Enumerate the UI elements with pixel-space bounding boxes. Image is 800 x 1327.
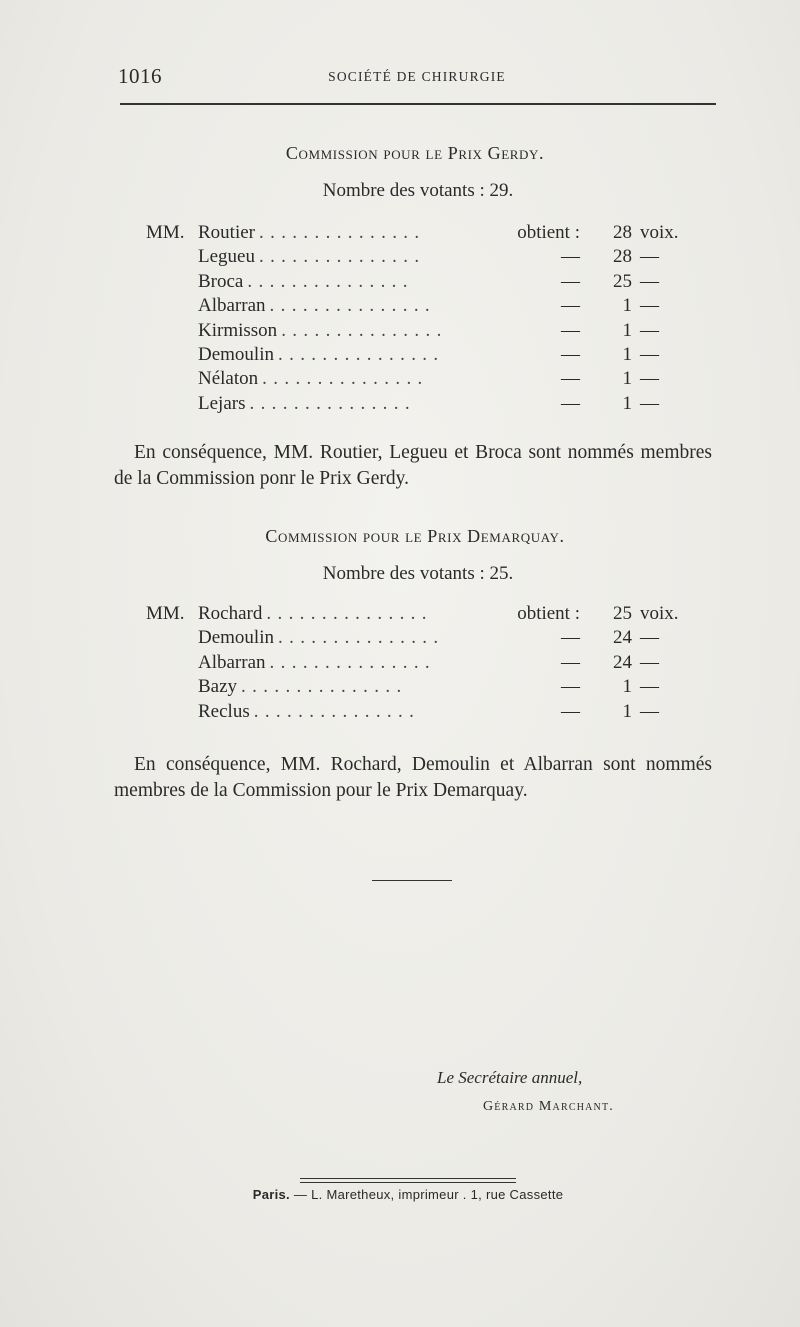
vote-row	[0, 627, 800, 651]
vote-verb: —	[561, 343, 580, 365]
vote-unit: —	[640, 651, 659, 673]
vote-unit: —	[640, 700, 659, 722]
vote-verb: —	[561, 651, 580, 673]
vote-verb: obtient :	[517, 603, 580, 624]
vote-verb: obtient :	[517, 222, 580, 243]
vote-row	[0, 222, 800, 246]
leader-dots: . . . . . . . . . . . . . . .	[253, 700, 415, 722]
leader-dots: . . . . . . . . . . . . . . .	[278, 343, 439, 365]
imprint-text: — L. Maretheux, imprimeur . 1, rue Cassette	[293, 1187, 564, 1202]
vote-row	[0, 603, 800, 627]
vote-count: 24	[613, 651, 632, 673]
imprint-city: Paris.	[252, 1187, 290, 1202]
vote-verb: —	[561, 295, 580, 317]
vote-row	[0, 271, 800, 295]
member-name: Reclus	[198, 700, 250, 722]
demarquay-voters-count: Nombre des votants : 25.	[322, 563, 514, 584]
section-divider	[372, 880, 452, 881]
imprint-rule	[300, 1178, 516, 1179]
vote-count: 1	[622, 700, 632, 722]
honorific-prefix: MM.	[146, 222, 185, 243]
member-name: Albarran	[198, 651, 266, 673]
gerdy-vote-table	[0, 222, 800, 417]
vote-count: 28	[613, 222, 632, 243]
member-name: Routier	[198, 222, 255, 243]
gerdy-voters-count: Nombre des votants : 29.	[322, 180, 514, 201]
imprint-rule-thin	[300, 1182, 516, 1183]
vote-row	[0, 368, 800, 392]
secretary-name: Gérard Marchant.	[483, 1099, 614, 1114]
demarquay-conclusion	[114, 752, 712, 804]
member-name: Legueu	[198, 246, 255, 268]
vote-count: 1	[622, 676, 632, 698]
vote-verb: —	[561, 392, 580, 414]
leader-dots: . . . . . . . . . . . . . . .	[259, 222, 420, 243]
gerdy-commission-title: Commission pour le Prix Gerdy.	[285, 143, 545, 163]
leader-dots: . . . . . . . . . . . . . . .	[258, 246, 420, 268]
member-name: Demoulin	[198, 627, 274, 649]
vote-unit: —	[640, 392, 659, 414]
vote-verb: —	[561, 700, 580, 722]
vote-row	[0, 344, 800, 368]
secretary-title: Le Secrétaire annuel,	[437, 1068, 583, 1087]
vote-count: 1	[622, 295, 632, 317]
vote-row	[0, 295, 800, 319]
member-name: Demoulin	[198, 343, 274, 365]
vote-row	[0, 701, 800, 725]
leader-dots: . . . . . . . . . . . . . . .	[249, 392, 411, 414]
vote-verb: —	[561, 270, 580, 292]
gerdy-conclusion	[114, 440, 712, 492]
vote-unit: —	[640, 246, 659, 268]
member-name: Broca	[198, 270, 244, 292]
vote-count: 25	[613, 603, 632, 624]
vote-verb: —	[561, 368, 580, 390]
vote-verb: —	[561, 319, 580, 341]
leader-dots: . . . . . . . . . . . . . . .	[281, 319, 443, 341]
vote-row	[0, 652, 800, 676]
vote-row	[0, 246, 800, 270]
vote-count: 1	[622, 319, 632, 341]
demarquay-conclusion-text: En conséquence, MM. Rochard, Demoulin et Albarran sont nommés membres de la Commission pour le Prix Demarquay.	[114, 754, 712, 801]
member-name: Rochard	[198, 603, 263, 624]
member-name: Albarran	[198, 295, 266, 317]
leader-dots: . . . . . . . . . . . . . . .	[269, 651, 431, 673]
leader-dots: . . . . . . . . . . . . . . .	[278, 627, 439, 649]
vote-unit: —	[640, 270, 659, 292]
vote-unit: —	[640, 676, 659, 698]
vote-count: 1	[622, 392, 632, 414]
printer-imprint	[0, 1187, 800, 1202]
vote-unit: —	[640, 627, 659, 649]
vote-row	[0, 320, 800, 344]
vote-unit: —	[640, 368, 659, 390]
vote-verb: —	[561, 676, 580, 698]
page-number: 1016	[118, 64, 162, 88]
vote-count: 1	[622, 368, 632, 390]
demarquay-vote-table	[0, 603, 800, 725]
vote-unit: voix.	[640, 603, 679, 624]
vote-row	[0, 393, 800, 417]
leader-dots: . . . . . . . . . . . . . . .	[262, 368, 424, 390]
vote-unit: —	[640, 343, 659, 365]
vote-count: 1	[622, 343, 632, 365]
vote-count: 28	[613, 246, 632, 268]
vote-count: 25	[613, 270, 632, 292]
member-name: Kirmisson	[198, 319, 278, 341]
vote-unit: —	[640, 295, 659, 317]
gerdy-conclusion-text: En conséquence, MM. Routier, Legueu et Broca sont nommés membres de la Commission ponr le Prix Gerdy.	[114, 442, 712, 489]
demarquay-commission-title: Commission pour le Prix Demarquay.	[265, 526, 565, 546]
leader-dots: . . . . . . . . . . . . . . .	[241, 676, 402, 698]
vote-row	[0, 676, 800, 700]
leader-dots: . . . . . . . . . . . . . . .	[266, 603, 428, 624]
vote-unit: —	[640, 319, 659, 341]
vote-verb: —	[561, 627, 580, 649]
member-name: Nélaton	[198, 368, 259, 390]
honorific-prefix: MM.	[146, 603, 185, 624]
member-name: Bazy	[198, 676, 238, 698]
member-name: Lejars	[198, 392, 246, 414]
vote-verb: —	[561, 246, 580, 268]
page-header	[118, 64, 716, 90]
vote-unit: voix.	[640, 222, 679, 243]
header-rule	[120, 103, 716, 105]
leader-dots: . . . . . . . . . . . . . . .	[247, 270, 409, 292]
running-title: SOCIÉTÉ DE CHIRURGIE	[328, 69, 506, 84]
vote-count: 24	[613, 627, 632, 649]
leader-dots: . . . . . . . . . . . . . . .	[269, 295, 431, 317]
